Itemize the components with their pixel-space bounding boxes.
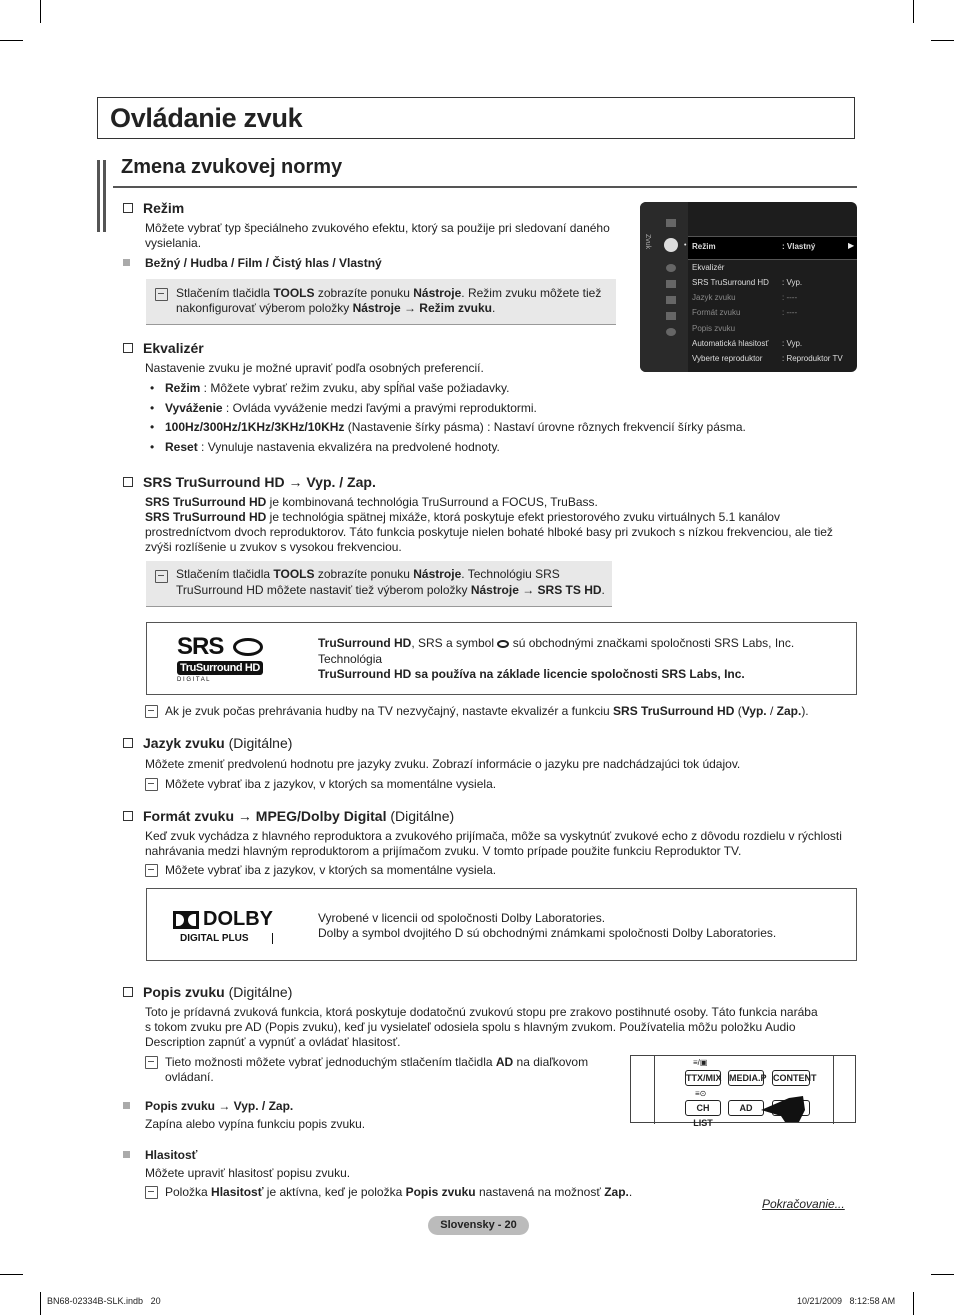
setup-icon [666,280,676,288]
srs-tip-box [146,561,612,607]
ch-list-button: CH LIST [685,1100,721,1116]
ekvalizer-bullet-vyvazenie: • Vyváženie : Ovláda vyváženie medzi ľavými a pravými reproduktormi. [165,401,537,415]
note-icon [145,864,158,877]
jazyk-note: Môžete vybrať iba z jazykov, v ktorých sa momentálne vysiela. [165,777,497,791]
media-p-button: MEDIA.P [728,1070,764,1086]
rezim-desc-2: vysielania. [145,236,202,250]
menu-row-label[interactable]: SRS TruSurround HD [692,278,769,287]
rezim-heading: Režim [123,200,184,216]
page-title: Ovládanie zvuk [110,103,303,133]
remote-illustration [630,1055,856,1128]
page-number-badge: Slovensky - 20 [428,1216,529,1235]
menu-row-value: : ---- [782,293,798,302]
rezim-options: Bežný / Hudba / Film / Čistý hlas / Vlastný [145,256,382,270]
menu-row-label[interactable]: Formát zvuku [692,308,741,317]
bullet-icon: • [684,242,687,249]
srs-symbol-icon [233,638,263,656]
footer-date: 10/21/2009 8:12:58 AM [797,1296,896,1306]
popis-note-line-2: ovládaní. [165,1070,214,1084]
menu-row-value: : ---- [782,308,798,317]
ekvalizer-desc: Nastavenie zvuku je možné upraviť podľa osobných preferencií. [145,361,484,375]
srs-line-3: prostredníctvom dvoch reproduktorov. Táto funkcia poskytuje nielen bohaté hlboké basy pri zvukoch s nízkou frekvenciou, ale tiež [145,525,833,539]
srs-license-box [146,622,857,695]
ekvalizer-bullet-rezim: • Režim : Môžete vybrať režim zvuku, aby spĺňal vaše požiadavky. [165,381,509,395]
format-heading: Formát zvuku → MPEG/Dolby Digital (Digitálne) [123,808,454,824]
footer-file: BN68-02334B-SLK.indb 20 [47,1296,161,1306]
crop-mark [40,0,41,23]
page-title-box [97,97,855,139]
popis-note-line-1: Tieto možnosti môžete vybrať jednoduchým stlačením tlačidla AD na diaľkovom [165,1055,589,1069]
rezim-desc-1: Môžete vybrať typ špeciálneho zvukového efektu, ktorý sa použije pri sledovaní daného [145,221,610,235]
ekvalizer-heading: Ekvalizér [123,340,204,356]
menu-row-value: : Reproduktor TV [782,354,843,363]
note-icon [145,778,158,791]
popis-sub1-title: Popis zvuku → Vyp. / Zap. [145,1099,293,1113]
rezim-tip-line-2: nakonfigurovať výberom položky Nástroje → Režim zvuku. [176,301,496,315]
menu-row-label[interactable]: Popis zvuku [692,324,736,333]
application-icon [666,312,676,320]
ekvalizer-bullet-frequencies: • 100Hz/300Hz/1KHz/3KHz/10KHz (Nastavenie šírky pásma) : Nastaví úrovne rôznych frekvencií šírky pásma. [165,420,746,434]
crop-mark [40,1292,41,1315]
srs-line-2: SRS TruSurround HD je technológia spätnej mixáže, ktorá poskytuje efekt priestorového zvuku virtuálnych 5.1 kanálov [145,510,780,524]
crop-mark [931,40,954,41]
rezim-tip-line-1: Stlačením tlačidla TOOLS zobrazíte ponuku Nástroje. Režim zvuku môžete tiež [176,286,602,300]
channel-icon [666,264,676,272]
srs-tip-line-1: Stlačením tlačidla TOOLS zobrazíte ponuku Nástroje. Technológiu SRS [176,567,560,581]
srs-license-line-3: TruSurround HD sa používa na základe licencie spoločnosti SRS Labs, Inc. [318,667,745,681]
popis-note-2: Položka Hlasitosť je aktívna, keď je položka Popis zvuku nastavená na možnosť Zap.. [165,1185,633,1199]
popis-desc-1: Toto je prídavná zvuková funkcia, ktorá poskytuje dodatočnú zvukovú stopu pre zrakovo postihnuté osoby. Táto funkcia narába [145,1005,818,1019]
note-icon [145,1186,158,1199]
srs-tip-line-2: TruSurround HD môžete nastaviť tiež výberom položky Nástroje → SRS TS HD. [176,583,605,597]
ttx-mix-button: TTX/MIX [685,1070,721,1086]
pointing-hand-icon [759,1090,809,1124]
srs-line-4: zvýši rozlíšenie u zvukov s vysokou frekvenciou. [145,540,402,554]
srs-license-line-2: Technológia [318,652,383,666]
crop-mark [0,40,23,41]
remote-note-icon [145,1056,158,1069]
popis-desc-2: s tokom zvuku pre AD (Popis zvuku), keď ju vysielateľ odosiela spolu s hlavným zvukom. Používatelia môžu položku Audio [145,1020,796,1034]
srs-line-1: SRS TruSurround HD je kombinovaná technológia TruSurround a FOCUS, TruBass. [145,495,598,509]
menu-row-value: : Vyp. [782,339,803,348]
section-title: Zmena zvukovej normy [121,156,343,178]
popis-sub1-desc: Zapína alebo vypína funkciu popis zvuku. [145,1117,366,1131]
menu-row-label[interactable]: Režim [692,242,716,251]
format-desc-1: Keď zvuk vychádza z hlavného reproduktora a zvukového prijímača, môže sa vyskytnúť zvukové echo z dôvodu rozdielu v rýchlosti [145,829,842,843]
menu-side-label: Zvuk [644,234,651,250]
support-icon [666,328,676,336]
menu-sidebar [640,202,688,372]
ad-button: AD [728,1100,764,1116]
teletext-icon: ≡/▣ [693,1058,708,1067]
note-icon [155,570,168,583]
jazyk-desc: Môžete zmeniť predvolenú hodnotu pre jazyky zvuku. Zobrazí informácie o jazyku pre nadchádzajúci tok údajov. [145,757,741,771]
menu-row-label[interactable]: Ekvalizér [692,263,725,272]
input-icon [666,296,676,304]
rezim-tip-box [146,279,616,325]
picture-icon [666,219,676,227]
crop-mark [913,0,914,23]
format-note: Môžete vybrať iba z jazykov, v ktorých sa momentálne vysiela. [165,863,497,877]
dolby-logo: DOLBY DIGITAL PLUS [173,908,273,944]
crop-mark [931,1274,954,1275]
menu-row-label[interactable]: Vyberte reproduktor [692,354,763,363]
teletext-icon: ≡⊙ [695,1089,707,1098]
popis-sub2-desc: Môžete upraviť hlasitosť popisu zvuku. [145,1166,351,1180]
note-icon [155,288,168,301]
jazyk-heading: Jazyk zvuku (Digitálne) [123,735,292,751]
tv-sound-menu [640,202,857,372]
content-button: CONTENT [772,1070,810,1086]
section-rule [113,186,857,188]
dolby-license-line-2: Dolby a symbol dvojitého D sú obchodnými známkami spoločnosti Dolby Laboratories. [318,926,777,940]
srs-note: Ak je zvuk počas prehrávania hudby na TV nezvyčajný, nastavte ekvalizér a funkciu SRS TruSurround HD (Vyp. / Zap.). [165,704,809,718]
crop-mark [0,1274,23,1275]
dolby-license-line-1: Vyrobené v licencii od spoločnosti Dolby Laboratories. [318,911,606,925]
srs-symbol-icon [497,640,509,648]
menu-row-value: : Vyp. [782,278,803,287]
srs-logo: SRS TruSurround HD D I G I T A L [177,635,263,683]
note-icon [145,705,158,718]
srs-license-line-1: TruSurround HD, SRS a symbol sú obchodnými značkami spoločnosti SRS Labs, Inc. [318,636,795,650]
popis-sub2-title: Hlasitosť [145,1148,197,1162]
continued-link: Pokračovanie... [762,1197,845,1211]
arrow-right-icon: ▶ [848,241,855,250]
crop-mark [913,1292,914,1315]
popis-heading: Popis zvuku (Digitálne) [123,984,292,1000]
dolby-double-d-icon [173,911,199,929]
menu-row-label[interactable]: Automatická hlasitosť [692,339,769,348]
ekvalizer-bullet-reset: • Reset : Vynuluje nastavenia ekvalizéra na predvolené hodnoty. [165,440,500,454]
dolby-license-box [146,888,857,961]
menu-row-label[interactable]: Jazyk zvuku [692,293,736,302]
menu-row-value: : Vlastný [782,242,816,251]
popis-desc-3: Description zapnúť a vypnúť a ovládať hlasitosť. [145,1035,401,1049]
section-bars [97,160,109,232]
format-desc-2: nahrávania medzi hlavným reproduktorom a prijímačom zvuku. V tomto prípade použite funkciu Reproduktor TV. [145,844,742,858]
srs-heading: SRS TruSurround HD → Vyp. / Zap. [123,474,376,490]
sound-icon [664,238,678,252]
